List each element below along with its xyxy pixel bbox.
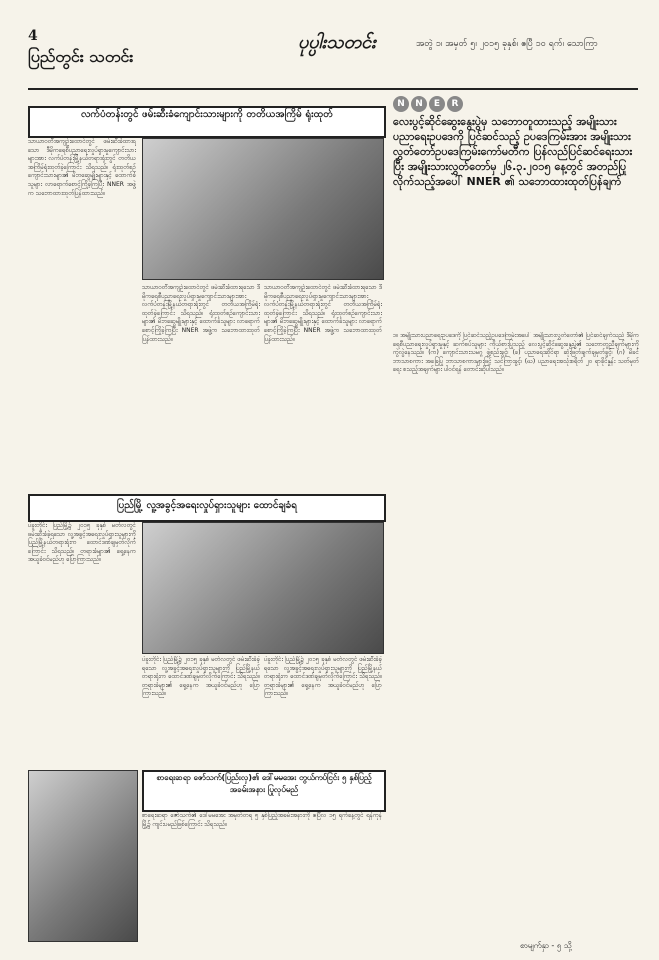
activist-photo [142,522,384,654]
section-label: ပြည်တွင်း သတင်း [28,47,134,66]
left-headline: လက်ပံတန်းတွင် ဖမ်းဆီးခံကျောင်းသားများကို တတိယအကြိမ် ရုံးထုတ် [28,106,386,138]
right-article [393,96,639,944]
nner-letter: E [429,96,445,112]
left-body-col3: သာယာဝတီအကျဉ်းထောင်တွင် ဖမ်းဆီးခံထားရသော ဒီမိုကရေစီပညာရေးလှုပ်ရှားမှုကျောင်းသားများအား လက်ပံတန်းမြို့နယ်တရားရုံးတွင် တတိယအကြိမ်ရုံးထုတ်ခဲ့ကြောင်း သိရသည်။ ရုံးထုတ်စဉ်ကျောင်းသားများ၏ မိဘဆွေမျိုးများနှင့် ထောက်ခံသူများ လာရောက်စောင့်ကြိုခဲ့ကြပြီး NNER အဖွဲ့က သဘောထားထုတ်ပြန်ထားသည်။ [264,284,382,343]
writer-photo [28,770,138,942]
nner-letter: R [447,96,463,112]
mid-body-col1: ပဲခူးတိုင်း ပြည်မြို့၌ ၂၀၁၅ ခုနှစ် မတ်လတွင် ဖမ်းဆီးခံခဲ့ရသော လူ့အခွင့်အရေးလှုပ်ရှားသူများကို ပြည်မြို့နယ်တရားရုံးက ထောင်ဒဏ်ချမှတ်လိုက်ကြောင်း သိရသည်။ တရားခံများ၏ ရှေ့နေက အယူခံဝင်မည်ဟု ပြောကြားသည်။ [28,522,136,564]
page-number: 4 [28,28,38,44]
header-rule [28,88,638,90]
left-body-col1: သာယာဝတီအကျဉ်းထောင်တွင် ဖမ်းဆီးခံထားရသော ဒီမိုကရေစီပညာရေးလှုပ်ရှားမှုကျောင်းသားများအား လက်ပံတန်းမြို့နယ်တရားရုံးတွင် တတိယအကြိမ်ရုံးထုတ်ခဲ့ကြောင်း သိရသည်။ ရုံးထုတ်စဉ်ကျောင်းသားများ၏ မိဘဆွေမျိုးများနှင့် ထောက်ခံသူများ လာရောက်စောင့်ကြိုခဲ့ကြပြီး NNER အဖွဲ့က သဘောထားထုတ်ပြန်ထားသည်။ [28,138,136,197]
right-headline: လေးပွင့်ဆိုင်ဆွေးနွေးပွဲမှ သဘောတူထားသည့် အမျိုးသားပညာရေးဥပဒေကို ပြင်ဆင်သည့် ဥပဒေကြမ်းအား အမျိုးသားလွှတ်တော်ဥပဒေကြမ်းကော်မတီက ပြန်လည်ပြင်ဆင်ရေးသားပြီး အမျိုးသားလွှတ်တော်မှ ၂၆.၃.၂၀၁၅ နေ့တွင် အတည်ပြုလိုက်သည့်အပေါ် NNER ၏ သဘောထားထုတ်ပြန်ချက် [393,115,633,188]
mid-headline: ပြည်မြို့ လူ့အခွင့်အရေးလှုပ်ရှားသူများ ထောင်ချခံရ [28,494,386,522]
mid-body-col3: ပဲခူးတိုင်း ပြည်မြို့၌ ၂၀၁၅ ခုနှစ် မတ်လတွင် ဖမ်းဆီးခံခဲ့ရသော လူ့အခွင့်အရေးလှုပ်ရှားသူများကို ပြည်မြို့နယ်တရားရုံးက ထောင်ဒဏ်ချမှတ်လိုက်ကြောင်း သိရသည်။ တရားခံများ၏ ရှေ့နေက အယူခံဝင်မည်ဟု ပြောကြားသည်။ [264,656,382,698]
protest-photo [142,138,384,280]
left-body-col2: သာယာဝတီအကျဉ်းထောင်တွင် ဖမ်းဆီးခံထားရသော ဒီမိုကရေစီပညာရေးလှုပ်ရှားမှုကျောင်းသားများအား လက်ပံတန်းမြို့နယ်တရားရုံးတွင် တတိယအကြိမ်ရုံးထုတ်ခဲ့ကြောင်း သိရသည်။ ရုံးထုတ်စဉ်ကျောင်းသားများ၏ မိဘဆွေမျိုးများနှင့် ထောက်ခံသူများ လာရောက်စောင့်ကြိုခဲ့ကြပြီး NNER အဖွဲ့က သဘောထားထုတ်ပြန်ထားသည်။ [142,284,260,343]
right-body: ၁။ အမျိုးသားပညာရေးဥပဒေကို ပြင်ဆင်သည့်ဥပဒေကြမ်းအပေါ် အမျိုးသားလွှတ်တော်၏ ပြင်ဆင်ချက်သည် ဒီမိုကရေစီပညာရေးလှုပ်ရှားမှုနှင့် ဆက်စပ်သူများ ကိုယ်စားပြုသည့် လေးပွင့်ဆိုင်ဆွေးနွေးပွဲ၏ သဘောတူညီချက်များကို ကွဲလွဲနေသည်။ (က) ကျောင်းသားသမဂ္ဂ ဖွဲ့စည်းခွင့်၊ (ခ) ပညာရေးဆိုင်ရာ ဆုံးဖြတ်ချက်ချမှတ်ခွင့်၊ (ဂ) မိခင်ဘာသာစကား အခြေပြု ဘာသာစကားများဖြင့် သင်ကြားခွင့်၊ (ဃ) ပညာရေးအသုံးစရိတ် ၂၀ ရာခိုင်နှုန်း သတ်မှတ်ရေး စသည့်အချက်များ ပါဝင်ရန် တောင်းဆိုပါသည်။ [393,332,639,374]
masthead-logo: ပုပ္ပါးသတင်း [298,32,376,53]
date-line: အတွဲ ၁၊ အမှတ် ၅၊ ၂၀၁၅ ခုနှစ်၊ ဧပြီ ၁၀ ရက်၊ သောကြာ [416,39,598,49]
mid-body-col2: ပဲခူးတိုင်း ပြည်မြို့၌ ၂၀၁၅ ခုနှစ် မတ်လတွင် ဖမ်းဆီးခံခဲ့ရသော လူ့အခွင့်အရေးလှုပ်ရှားသူများကို ပြည်မြို့နယ်တရားရုံးက ထောင်ဒဏ်ချမှတ်လိုက်ကြောင်း သိရသည်။ တရားခံများ၏ ရှေ့နေက အယူခံဝင်မည်ဟု ပြောကြားသည်။ [142,656,260,698]
nner-letter: N [411,96,427,112]
page-header [28,28,638,90]
nner-logo [393,96,463,112]
bottom-headline: စာရေးဆရာ ဇော်သက်(ပြည်းလှ)၏ ဒေါ်မမအေး တွယ်ကပ်ငြင်း ၅ နှစ်ပြည့် အခမ်းအနား ပြုလုပ်မည် [142,770,386,812]
bottom-body: စာရေးဆရာ ဇော်သက်၏ ဒေါ်မမအေး အမှတ်တရ ၅ နှစ်ပြည့်အခမ်းအနားကို ဧပြီလ ၁၅ ရက်နေ့တွင် ရန်ကုန်မြို့၌ ကျင်းပမည်ဖြစ်ကြောင်း သိရသည်။ [142,812,382,828]
continued-note: စာမျက်နှာ - ၅ သို့ [520,941,572,950]
nner-letter: N [393,96,409,112]
